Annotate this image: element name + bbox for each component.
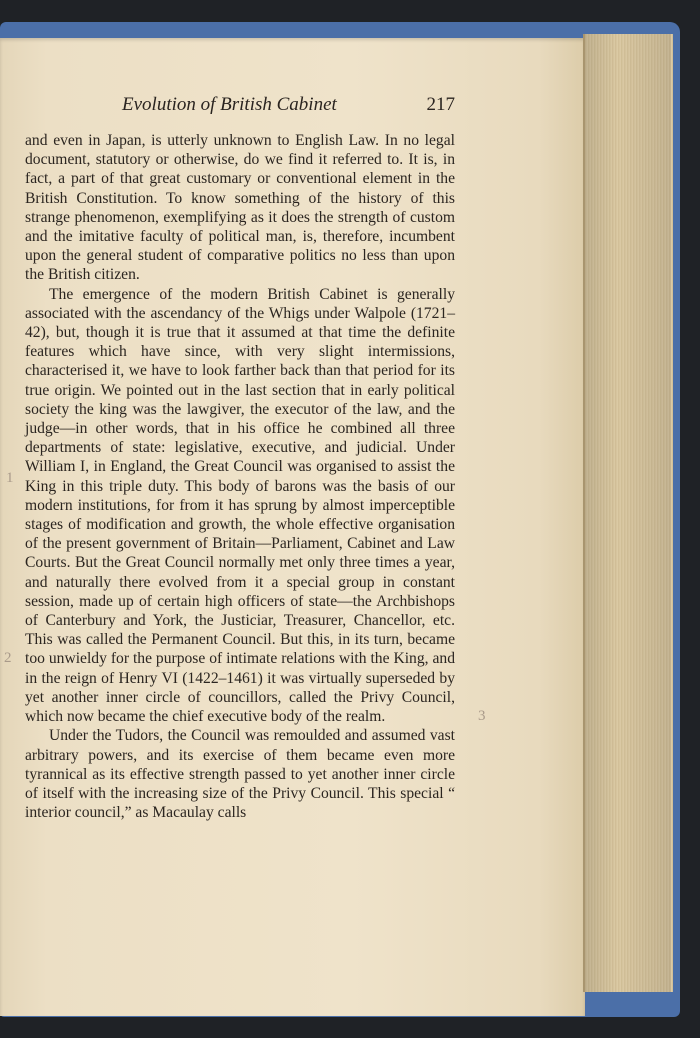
margin-note: 1	[6, 470, 14, 486]
running-title: Evolution of British Cabinet	[122, 94, 337, 115]
paragraph: Under the Tudors, the Council was remoulded and assumed vast arbitrary powers, and its exercise of them became even more tyrannical as its effective strength passed to yet another inner circle of itself with the increasing size of the Privy Council. This special “ interior council,” as Macaulay calls	[25, 727, 455, 822]
margin-note: 2	[4, 650, 12, 666]
page-edges-shade	[583, 34, 671, 992]
margin-note: 3	[478, 708, 486, 724]
paragraph: The emergence of the modern British Cabinet is generally associated with the ascendancy of the Whigs under Walpole (1721–42), but, though it is true that it assumed at that time the definite features which have since, with very slight intermissions, characterised it, we have to look farther back than that period for its true origin. We pointed out in the last section that in early political society the king was the lawgiver, the executor of the law, and the judge—in other words, that in his office he combined all three departments of state: legislative, executive, and judicial. Under William I, in England, the Great Council was organised to assist the King in this triple duty. This body of barons was the basis of our modern institutions, for from it has sprung by almost imperceptible stages of modification and growth, the whole effective organisation of the present government of Britain—Parliament, Cabinet and Law Courts. But the Great Council normally met only three times a year, and naturally there evolved from it a special group in constant session, made up of certain high officers of state—the Archbishops of Canterbury and York, the Justiciar, Treasurer, Chancellor, etc. This was called the Permanent Council. But this, in its turn, became too unwieldy for the purpose of intimate relations with the King, and in the reign of Henry VI (1422–1461) it was virtually superseded by yet another inner circle of councillors, called the Privy Council, which now became the chief executive body of the realm.	[25, 285, 455, 726]
page-header	[25, 94, 455, 120]
paragraph: and even in Japan, is utterly unknown to English Law. In no legal document, statutory or otherwise, do we find it referred to. It is, in fact, a part of that great customary or conventional element in the British Constitution. To know something of the history of this strange phenomenon, exemplifying as it does the strength of custom and the imitative faculty of political man, is, therefore, incumbent upon the general student of comparative politics no less than upon the British citizen.	[25, 132, 455, 284]
page-number: 217	[426, 94, 455, 115]
body-text	[25, 131, 455, 822]
